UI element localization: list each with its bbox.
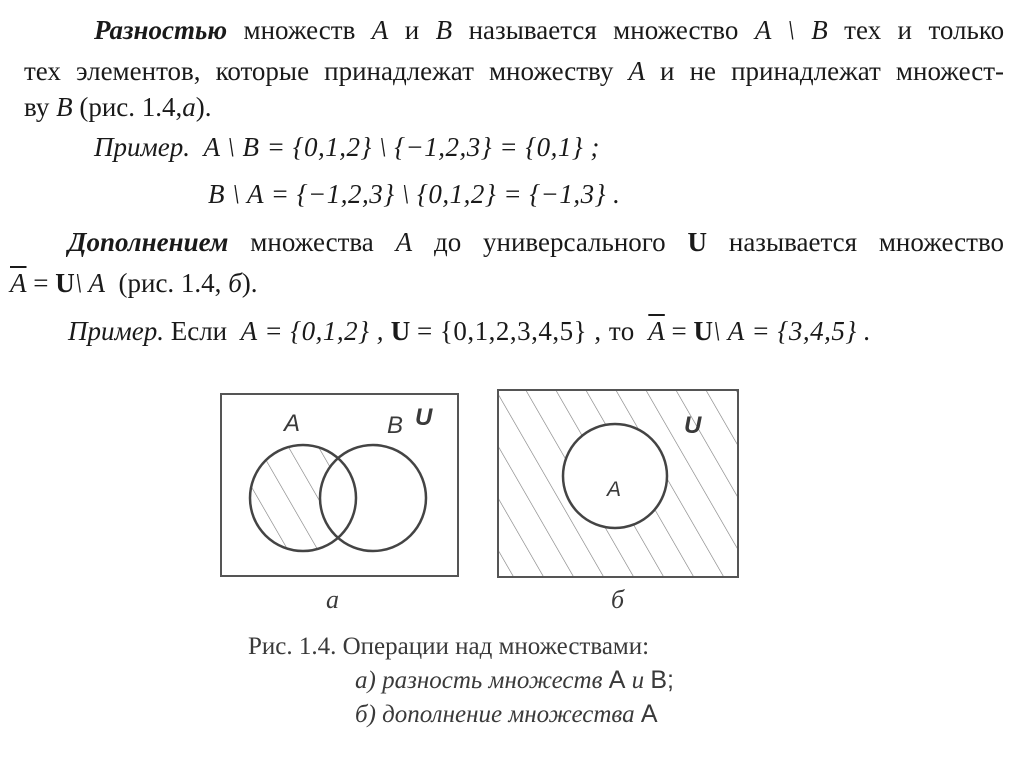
text: (рис. 1.4, — [79, 92, 183, 122]
universal-set: U — [390, 316, 411, 346]
fig-a-label-a: A — [284, 410, 301, 437]
example-label: Пример. — [68, 316, 164, 346]
circle-a — [563, 424, 667, 528]
formula-complement-result: \ A = {3,4,5} . — [713, 316, 872, 346]
universal-set: U — [693, 316, 714, 346]
caption-a-set-b: B; — [650, 666, 674, 694]
text: и не принадлежат множест- — [660, 56, 1005, 86]
universal-set: U — [55, 268, 75, 298]
fig-b-label-u: U — [684, 412, 702, 439]
fig-a-label-b: B — [387, 412, 404, 439]
formula-b-minus-a: B \ A = {−1,2,3} \ {0,1,2} = {−1,3} . — [208, 179, 621, 209]
term-difference: Разностью — [94, 15, 228, 45]
set-a: A — [628, 56, 645, 86]
text: и — [404, 15, 420, 45]
text: множеств — [243, 15, 356, 45]
term-complement: Дополнением — [68, 227, 229, 257]
text: ). — [241, 268, 258, 298]
difference-notation: A \ B — [754, 15, 828, 45]
caption-b-text: б) дополнение множества — [355, 701, 635, 728]
fig-b-label-a: A — [607, 478, 622, 501]
formula-a-minus-b: A \ B = {0,1,2} \ {−1,2,3} = {0,1} ; — [203, 132, 600, 162]
text: ву — [24, 92, 50, 122]
figure-ref-b: б — [228, 268, 242, 298]
set-b: B — [435, 15, 453, 45]
figure-ref-a: а — [182, 92, 196, 122]
text: тех и только — [844, 15, 1005, 45]
text: тех элементов, которые принадлежат множеству — [24, 56, 614, 86]
caption-a-set-a: A — [608, 666, 626, 694]
caption-b-set-a: A — [640, 700, 658, 728]
figure-a-sublabel: а — [326, 585, 339, 614]
minus-a: \ A — [74, 268, 105, 298]
universal-set: U — [687, 227, 708, 257]
caption-a-and: и — [631, 667, 645, 694]
figure-caption-a — [355, 665, 674, 696]
complement-a: $\overline{A}$ — [10, 268, 27, 298]
text: до универсального — [433, 227, 666, 257]
text: множества — [250, 227, 374, 257]
set-a: A — [371, 15, 389, 45]
complement-a: $\overline{A}$ — [648, 316, 665, 346]
set-b: B — [56, 92, 73, 122]
text: ). — [195, 92, 212, 122]
text: называется множество — [728, 227, 1005, 257]
caption-title-text: Рис. 1.4. Операции над множествами: — [248, 633, 650, 660]
caption-a-text: а) разность множеств — [355, 667, 603, 694]
fig-a-label-u: U — [415, 404, 433, 431]
set-a: A — [395, 227, 413, 257]
hatched-region-a-minus-b — [240, 440, 380, 560]
text: называется множество — [468, 15, 739, 45]
equals: = — [671, 316, 687, 346]
text: Если — [170, 316, 228, 346]
text: (рис. 1.4, — [118, 268, 222, 298]
figure-caption-title — [248, 632, 649, 662]
formula-u-def: = {0,1,2,3,4,5} , то — [416, 316, 635, 346]
formula-a-def: A = {0,1,2} , — [240, 316, 384, 346]
figure-b-sublabel: б — [611, 585, 625, 614]
example-label: Пример. — [94, 132, 190, 162]
equals: = — [33, 268, 49, 298]
figure-caption-b — [355, 699, 658, 730]
